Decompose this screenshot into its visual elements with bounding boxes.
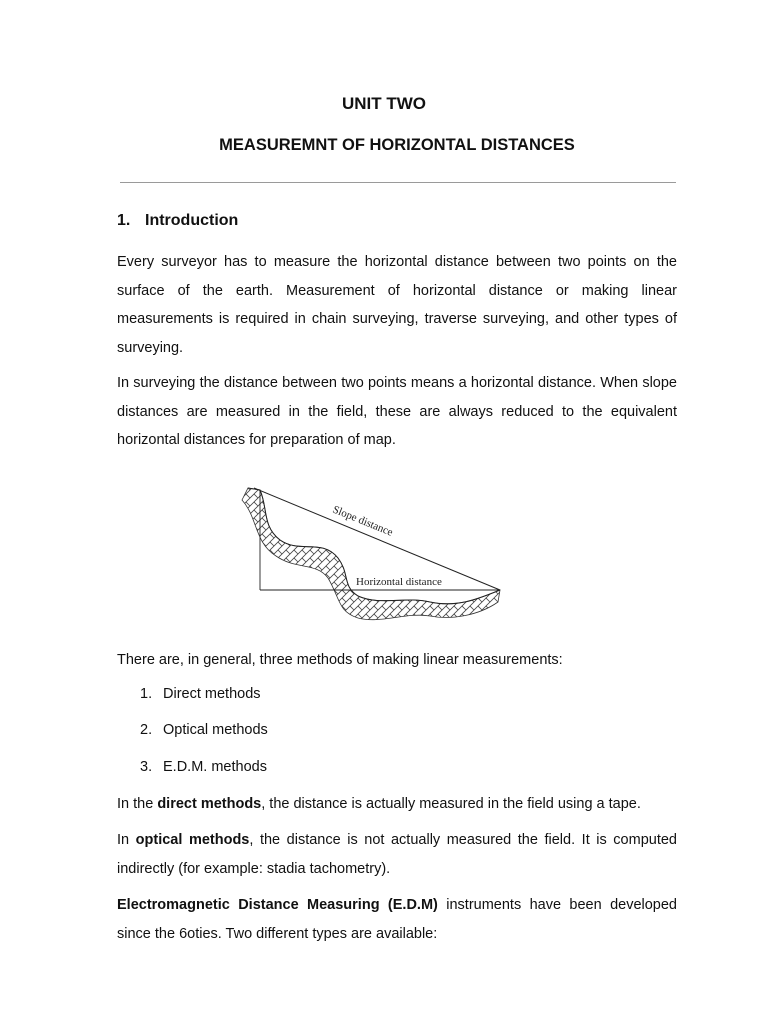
direct-prefix: In the — [117, 796, 158, 812]
slope-distance-label: Slope distance — [330, 503, 395, 539]
methods-intro: There are, in general, three methods of making linear measurements: — [117, 652, 563, 668]
optical-bold: optical methods — [135, 832, 250, 848]
list-label: Direct methods — [163, 686, 261, 702]
section-title: Introduction — [145, 212, 239, 229]
direct-methods-paragraph — [117, 790, 677, 819]
edm-paragraph — [117, 891, 677, 948]
optical-prefix: In — [117, 832, 136, 848]
edm-suffix: instruments have been developed since the 6oties. Two different types are available: — [117, 897, 677, 942]
direct-suffix: , the distance is actually measured in the field using a tape. — [261, 796, 641, 812]
section-heading — [117, 212, 238, 230]
intro-paragraph-2: In surveying the distance between two points means a horizontal distance. When slope distances are measured in the field, these are always reduced to the equivalent horizontal distances for preparation of map. — [117, 375, 677, 449]
optical-suffix: , the distance is not actually measured the field. It is computed indirectly (for example: stadia tachometry). — [117, 832, 677, 877]
list-label: E.D.M. methods — [163, 759, 267, 775]
list-label: Optical methods — [163, 722, 268, 738]
list-number: 1. — [140, 686, 153, 702]
intro-paragraph-1: Every surveyor has to measure the horizontal distance between two points on the surface of the earth. Measurement of horizontal distance or making linear measurements is required in chain surveying, traverse surveying, and other types of surveying. — [117, 254, 677, 356]
unit-title: UNIT TWO — [341, 94, 427, 113]
list-number: 2. — [140, 722, 153, 738]
list-number: 3. — [140, 759, 153, 775]
title-divider — [120, 182, 676, 183]
direct-bold: direct methods — [157, 796, 262, 812]
edm-bold: Electromagnetic Distance Measuring (E.D.M) — [117, 897, 438, 913]
section-number: 1. — [117, 212, 131, 229]
optical-methods-paragraph — [117, 826, 677, 883]
horizontal-distance-label: Horizontal distance — [356, 576, 442, 588]
slope-distance-line — [254, 488, 500, 590]
list-item — [140, 759, 267, 775]
list-item — [140, 722, 268, 738]
slope-distance-figure — [230, 478, 520, 628]
list-item — [140, 686, 261, 702]
document-title: MEASUREMNT OF HORIZONTAL DISTANCES — [219, 136, 575, 154]
